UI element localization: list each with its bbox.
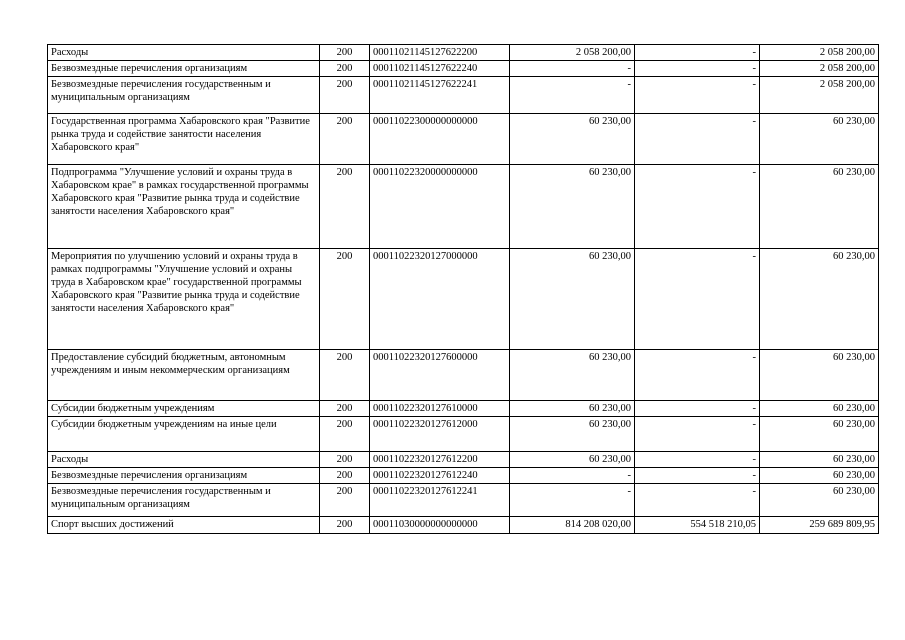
row-name-cell: Подпрограмма "Улучшение условий и охраны труда в Хабаровском крае" в рамках государственной программы Хабаровского края "Развитие рынка труда и содействие занятости населения Хабаровского края" bbox=[48, 165, 320, 249]
row-name-cell: Спорт высших достижений bbox=[48, 517, 320, 534]
row-code-cell: 200 bbox=[320, 484, 370, 517]
row-name-cell: Мероприятия по улучшению условий и охраны труда в рамках подпрограммы "Улучшение условий и охраны труда в Хабаровском крае" государственной программы Хабаровского края "Развитие рынка труда и содействие занятости населения Хабаровского края" bbox=[48, 249, 320, 350]
row-rest-cell: 259 689 809,95 bbox=[760, 517, 879, 534]
row-plan-cell: - bbox=[510, 77, 635, 114]
row-name-cell: Субсидии бюджетным учреждениям на иные цели bbox=[48, 417, 320, 452]
row-exec-cell: - bbox=[635, 484, 760, 517]
row-code-cell: 200 bbox=[320, 165, 370, 249]
row-kbk-cell: 00011022320127000000 bbox=[370, 249, 510, 350]
row-code-cell: 200 bbox=[320, 517, 370, 534]
table-row bbox=[48, 401, 879, 417]
row-name-cell: Безвозмездные перечисления организациям bbox=[48, 61, 320, 77]
row-name-cell: Субсидии бюджетным учреждениям bbox=[48, 401, 320, 417]
row-code-cell: 200 bbox=[320, 77, 370, 114]
row-plan-cell: 814 208 020,00 bbox=[510, 517, 635, 534]
row-code-cell: 200 bbox=[320, 249, 370, 350]
row-code-cell: 200 bbox=[320, 350, 370, 401]
row-exec-cell: - bbox=[635, 249, 760, 350]
table-row bbox=[48, 468, 879, 484]
row-name-cell: Безвозмездные перечисления организациям bbox=[48, 468, 320, 484]
row-exec-cell: - bbox=[635, 468, 760, 484]
row-name-cell: Безвозмездные перечисления государственным и муниципальным организациям bbox=[48, 77, 320, 114]
row-plan-cell: 60 230,00 bbox=[510, 452, 635, 468]
table-row bbox=[48, 249, 879, 350]
row-code-cell: 200 bbox=[320, 401, 370, 417]
row-plan-cell: 60 230,00 bbox=[510, 165, 635, 249]
table-row bbox=[48, 45, 879, 61]
row-kbk-cell: 00011022320127612000 bbox=[370, 417, 510, 452]
row-exec-cell: - bbox=[635, 417, 760, 452]
row-exec-cell: - bbox=[635, 77, 760, 114]
row-exec-cell: - bbox=[635, 165, 760, 249]
row-rest-cell: 60 230,00 bbox=[760, 468, 879, 484]
row-plan-cell: 60 230,00 bbox=[510, 249, 635, 350]
row-kbk-cell: 00011022300000000000 bbox=[370, 114, 510, 165]
row-exec-cell: - bbox=[635, 350, 760, 401]
row-kbk-cell: 00011022320127612200 bbox=[370, 452, 510, 468]
row-plan-cell: 2 058 200,00 bbox=[510, 45, 635, 61]
row-kbk-cell: 00011021145127622200 bbox=[370, 45, 510, 61]
row-kbk-cell: 00011030000000000000 bbox=[370, 517, 510, 534]
row-kbk-cell: 00011022320000000000 bbox=[370, 165, 510, 249]
row-name-cell: Безвозмездные перечисления государственным и муниципальным организациям bbox=[48, 484, 320, 517]
row-code-cell: 200 bbox=[320, 114, 370, 165]
row-rest-cell: 2 058 200,00 bbox=[760, 61, 879, 77]
row-plan-cell: - bbox=[510, 468, 635, 484]
row-rest-cell: 60 230,00 bbox=[760, 249, 879, 350]
row-exec-cell: - bbox=[635, 401, 760, 417]
row-rest-cell: 2 058 200,00 bbox=[760, 45, 879, 61]
row-plan-cell: - bbox=[510, 484, 635, 517]
table-row bbox=[48, 484, 879, 517]
row-plan-cell: - bbox=[510, 61, 635, 77]
row-rest-cell: 60 230,00 bbox=[760, 114, 879, 165]
row-exec-cell: 554 518 210,05 bbox=[635, 517, 760, 534]
row-exec-cell: - bbox=[635, 45, 760, 61]
row-rest-cell: 60 230,00 bbox=[760, 401, 879, 417]
row-exec-cell: - bbox=[635, 452, 760, 468]
table-row bbox=[48, 517, 879, 534]
row-code-cell: 200 bbox=[320, 468, 370, 484]
table-row bbox=[48, 61, 879, 77]
row-kbk-cell: 00011021145127622240 bbox=[370, 61, 510, 77]
table-row bbox=[48, 452, 879, 468]
row-rest-cell: 60 230,00 bbox=[760, 452, 879, 468]
row-plan-cell: 60 230,00 bbox=[510, 401, 635, 417]
row-rest-cell: 60 230,00 bbox=[760, 350, 879, 401]
row-name-cell: Расходы bbox=[48, 45, 320, 61]
row-name-cell: Предоставление субсидий бюджетным, автономным учреждениям и иным некоммерческим организациям bbox=[48, 350, 320, 401]
table-row bbox=[48, 77, 879, 114]
row-exec-cell: - bbox=[635, 114, 760, 165]
budget-table bbox=[47, 44, 879, 534]
table-row bbox=[48, 165, 879, 249]
table-row bbox=[48, 114, 879, 165]
table-row bbox=[48, 417, 879, 452]
row-kbk-cell: 00011021145127622241 bbox=[370, 77, 510, 114]
table-row bbox=[48, 350, 879, 401]
row-name-cell: Государственная программа Хабаровского края "Развитие рынка труда и содействие занятости населения Хабаровского края" bbox=[48, 114, 320, 165]
row-kbk-cell: 00011022320127600000 bbox=[370, 350, 510, 401]
row-code-cell: 200 bbox=[320, 417, 370, 452]
row-code-cell: 200 bbox=[320, 61, 370, 77]
row-code-cell: 200 bbox=[320, 452, 370, 468]
row-exec-cell: - bbox=[635, 61, 760, 77]
row-rest-cell: 60 230,00 bbox=[760, 417, 879, 452]
row-kbk-cell: 00011022320127610000 bbox=[370, 401, 510, 417]
row-kbk-cell: 00011022320127612240 bbox=[370, 468, 510, 484]
budget-table-body bbox=[48, 45, 879, 534]
row-plan-cell: 60 230,00 bbox=[510, 350, 635, 401]
row-plan-cell: 60 230,00 bbox=[510, 417, 635, 452]
row-rest-cell: 60 230,00 bbox=[760, 165, 879, 249]
row-code-cell: 200 bbox=[320, 45, 370, 61]
row-plan-cell: 60 230,00 bbox=[510, 114, 635, 165]
row-name-cell: Расходы bbox=[48, 452, 320, 468]
row-kbk-cell: 00011022320127612241 bbox=[370, 484, 510, 517]
row-rest-cell: 60 230,00 bbox=[760, 484, 879, 517]
row-rest-cell: 2 058 200,00 bbox=[760, 77, 879, 114]
